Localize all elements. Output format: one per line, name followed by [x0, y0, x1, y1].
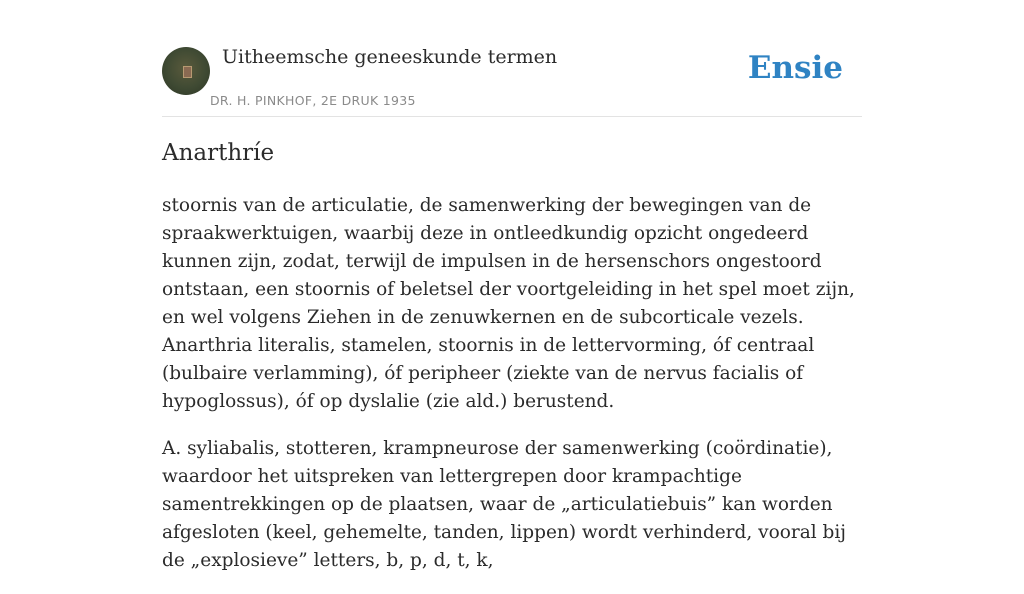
book-title[interactable]: Uitheemsche geneeskunde termen: [222, 46, 558, 68]
entry-title: Anarthríe: [162, 140, 275, 166]
entry-paragraph: stoornis van de articulatie, de samenwerking der bewegingen van de spraakwerktuigen, waarbij deze in ontleedkundig opzicht ongedeerd kunnen zijn, zodat, terwijl de impulsen in de hersenschors ongestoord ontstaan, een stoornis of beletsel der voortgeleiding in het spel moet zijn, en wel volgens Ziehen in de zenuwkernen en de subcorticale vezels. Anarthria literalis, stamelen, stoornis in de lettervorming, óf centraal (bulbaire verlamming), óf peripheer (ziekte van de nervus facialis of hypoglossus), óf op dyslalie (zie ald.) berustend.: [162, 195, 855, 412]
book-spine-graphic: [183, 66, 192, 78]
entry-body: [162, 192, 862, 594]
ensie-logo[interactable]: Ensie: [747, 50, 843, 86]
header: [162, 0, 862, 117]
entry-paragraph: A. syliabalis, stotteren, krampneurose der samenwerking (coördinatie), waardoor het uitspreken van lettergrepen door krampachtige samentrekkingen op de plaatsen, waar de „articulatiebuis” kan worden afgesloten (keel, gehemelte, tanden, lippen) wordt verhinderd, vooral bij de „explosieve” letters, b, p, d, t, k,: [162, 438, 847, 571]
page: [162, 0, 862, 571]
book-author: DR. H. PINKHOF, 2E DRUK 1935: [210, 93, 416, 108]
book-cover-icon[interactable]: [162, 47, 210, 95]
